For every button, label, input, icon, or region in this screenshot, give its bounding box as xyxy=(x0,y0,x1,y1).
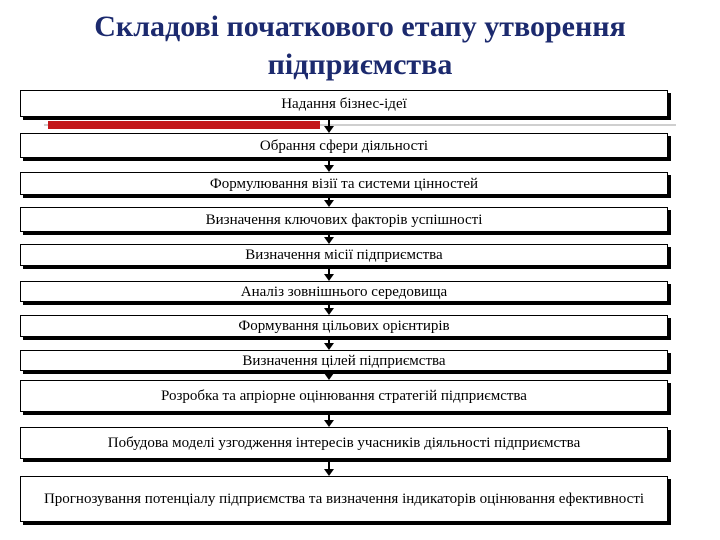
arrow-down-icon xyxy=(324,373,334,380)
flow-step-4 xyxy=(20,207,668,232)
connector-line xyxy=(328,117,330,127)
flow-step-9 xyxy=(20,380,668,412)
arrow-down-icon xyxy=(324,237,334,244)
flow-step-label: Обрання сфери діяльності xyxy=(259,137,429,154)
arrow-down-icon xyxy=(324,469,334,476)
title-accent-bar xyxy=(48,121,320,129)
flow-step-2 xyxy=(20,133,668,158)
flow-step-label: Прогнозування потенціалу підприємства та визначення індикаторів оцінювання ефективності xyxy=(43,490,645,507)
flow-step-6 xyxy=(20,281,668,302)
flow-step-label: Надання бізнес-ідеї xyxy=(281,95,407,112)
flow-step-1 xyxy=(20,90,668,117)
flow-step-label: Формування цільових орієнтирів xyxy=(238,318,450,334)
slide-title: Складові початкового етапу утворення підприємства xyxy=(94,10,626,81)
flow-step-label: Аналіз зовнішнього середовища xyxy=(240,283,448,300)
flow-step-10 xyxy=(20,427,668,459)
arrow-down-icon xyxy=(324,165,334,172)
flow-step-8 xyxy=(20,350,668,371)
arrow-down-icon xyxy=(324,200,334,207)
flow-step-label: Розробка та апріорне оцінювання стратегій підприємства xyxy=(161,388,527,404)
flow-step-label: Визначення цілей підприємства xyxy=(242,352,446,369)
arrow-down-icon xyxy=(324,126,334,133)
flow-step-3 xyxy=(20,172,668,195)
flow-step-label: Визначення ключових факторів успішності xyxy=(205,211,483,228)
flow-step-7 xyxy=(20,315,668,337)
flow-step-11 xyxy=(20,476,668,522)
flow-step-5 xyxy=(20,244,668,266)
arrow-down-icon xyxy=(324,274,334,281)
flow-step-label: Формулювання візії та системи цінностей xyxy=(209,175,479,192)
arrow-down-icon xyxy=(324,343,334,350)
arrow-down-icon xyxy=(324,308,334,315)
flow-step-label: Визначення місії підприємства xyxy=(245,247,443,263)
arrow-down-icon xyxy=(324,420,334,427)
flow-step-label: Побудова моделі узгодження інтересів учасників діяльності підприємства xyxy=(107,435,581,451)
